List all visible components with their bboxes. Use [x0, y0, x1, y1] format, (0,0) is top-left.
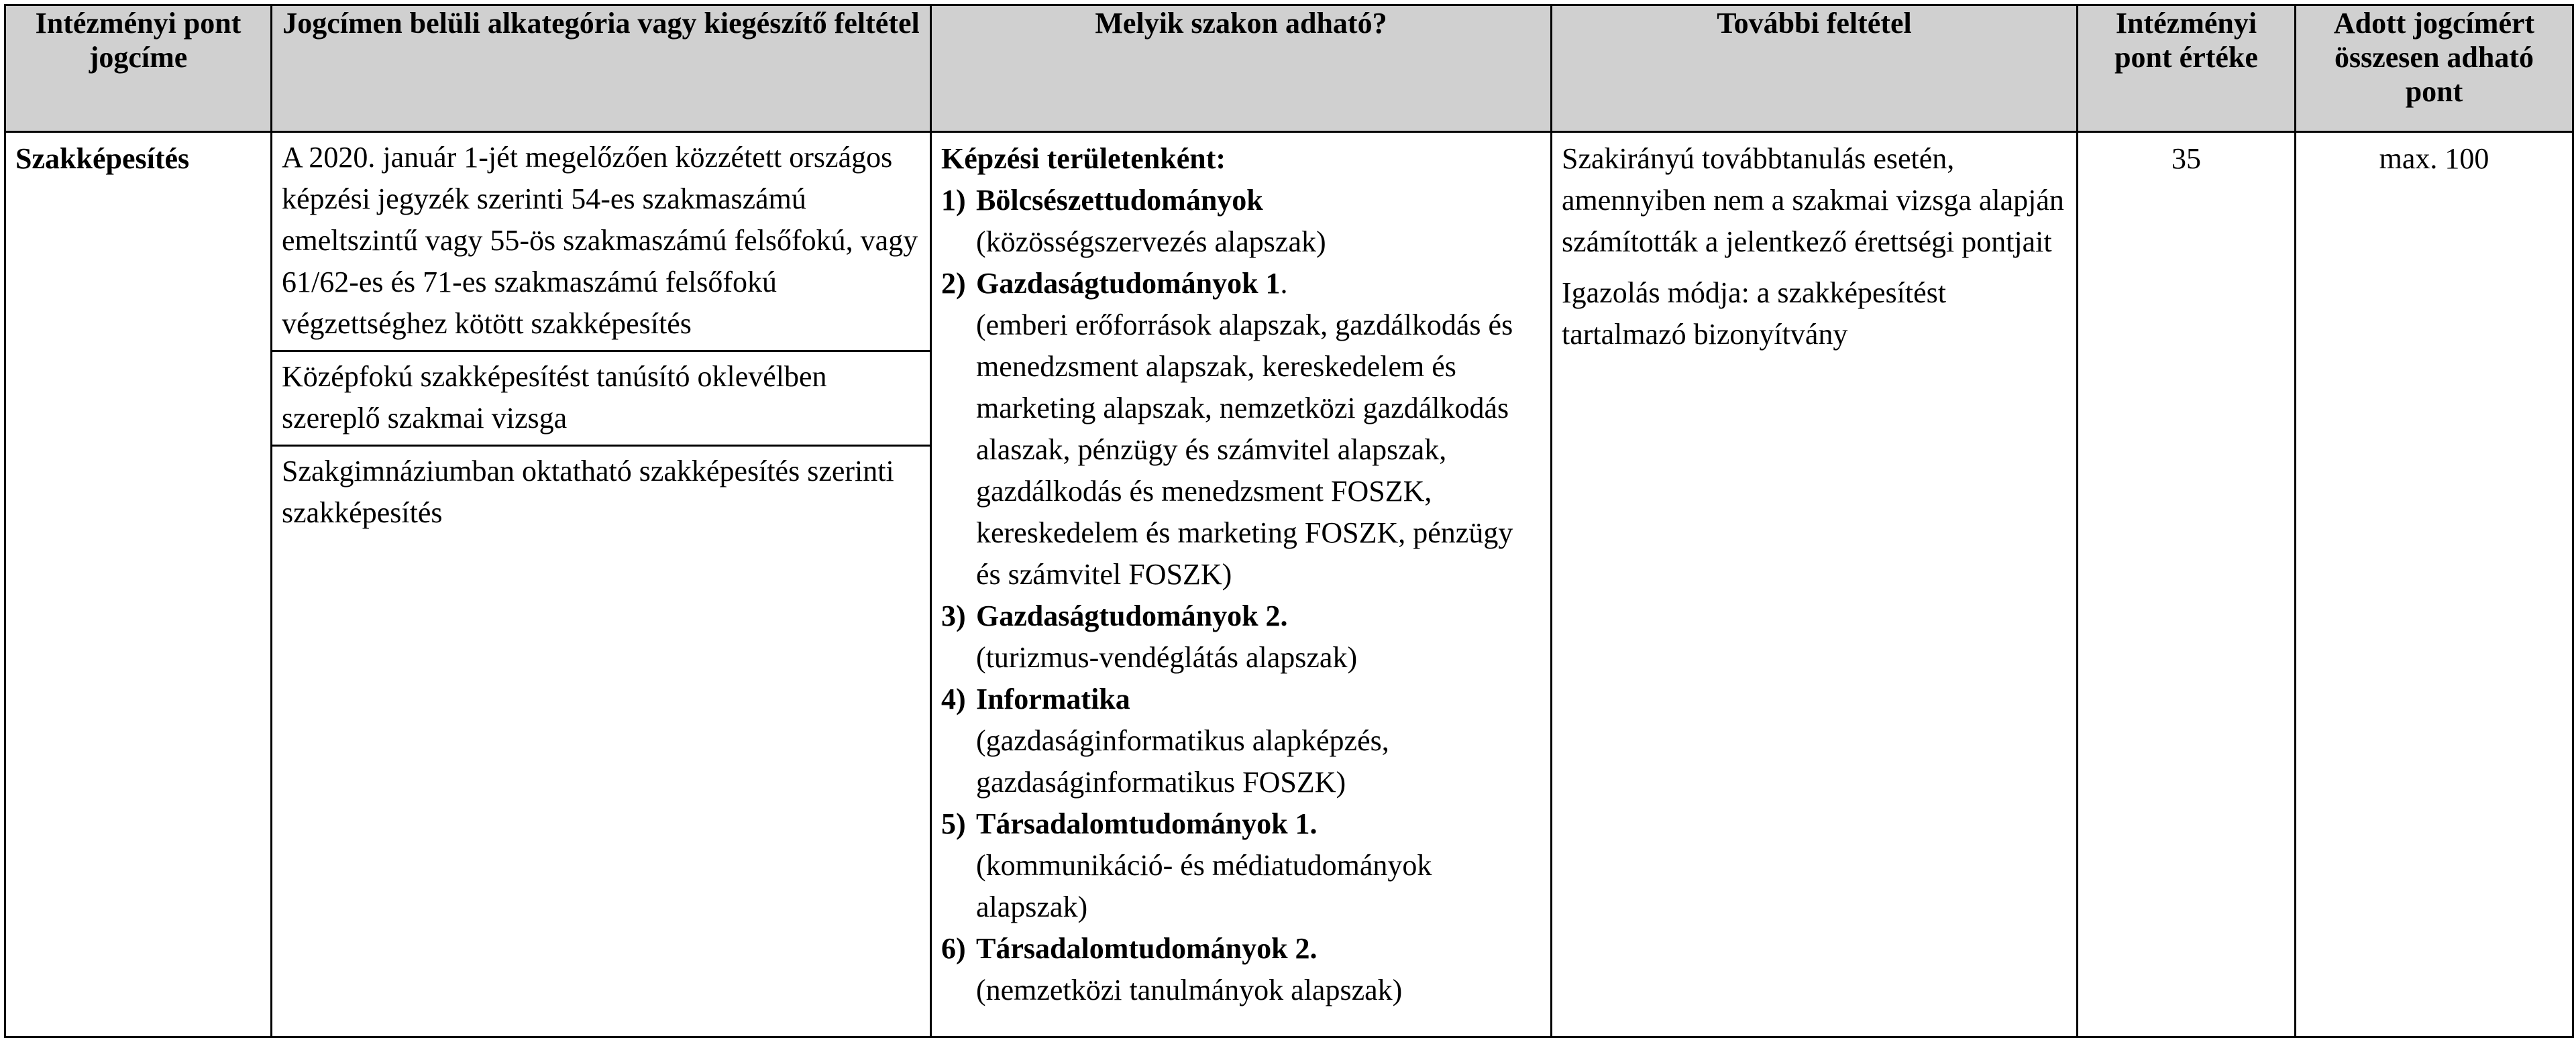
areas-heading: Képzési területenként:: [941, 142, 1226, 175]
point-value-cell: [2078, 132, 2296, 1037]
subcategory-item: Szakgimnáziumban oktatható szakképesítés szerinti szakképesítés: [282, 455, 894, 529]
max-points-cell: [2296, 132, 2573, 1037]
header-subcategory: Jogcímen belüli alkategória vagy kiegészítő feltétel: [272, 5, 931, 132]
subcategory-cell: [272, 132, 931, 1037]
further-condition-text: Szakirányú továbbtanulás esetén, amennyiben nem a szakmai vizsga alapján számították a jelentkező érettségi pontjait: [1562, 142, 2064, 258]
areas-list: [941, 180, 1541, 1011]
subcategory-item: Középfokú szakképesítést tanúsító oklevélben szereplő szakmai vizsga: [272, 352, 930, 447]
header-point-title: Intézményi pont jogcíme: [5, 5, 272, 132]
header-further-condition: További feltétel: [1552, 5, 2078, 132]
list-item: 5) Társadalomtudományok 1. (kommunikáció- és médiatudományok alapszak): [941, 807, 1432, 923]
header-which-major: Melyik szakon adható?: [931, 5, 1552, 132]
list-item: 4) Informatika (gazdaságinformatikus alapképzés, gazdaságinformatikus FOSZK): [941, 683, 1389, 799]
admission-points-table: [4, 4, 2574, 1038]
subcategory-item: A 2020. január 1-jét megelőzően közzétett országos képzési jegyzék szerinti 54-es szakmaszámú emeltszintű vagy 55-ös szakmaszámú felsőfokú, vagy 61/62-es és 71-es szakmaszámú felsőfokú végzettséghez kötött szakképesítés: [272, 133, 930, 352]
list-item: 2) Gazdaságtudományok 1. (emberi erőforrások alapszak, gazdálkodás és menedzsment alapszak, kereskedelem és marketing alapszak, nemzetközi gazdálkodás alaszak, pénzügy és számvitel alapszak, gazdálkodás és menedzsment FOSZK, kereskedelem és marketing FOSZK, pénzügy és számvitel FOSZK): [941, 267, 1513, 591]
table-header-row: [5, 5, 2573, 132]
point-title: Szakképesítés: [15, 142, 190, 175]
header-point-value: Intézményi pont értéke: [2078, 5, 2296, 132]
further-condition-cell: [1552, 132, 2078, 1037]
header-max-points: Adott jogcímért összesen adható pont: [2296, 5, 2573, 132]
list-item: 3) Gazdaságtudományok 2. (turizmus-vendéglátás alapszak): [941, 599, 1358, 674]
max-points: max. 100: [2379, 142, 2489, 175]
point-title-cell: [5, 132, 272, 1037]
point-value: 35: [2171, 142, 2201, 175]
majors-cell: [931, 132, 1552, 1037]
proof-text: Igazolás módja: a szakképesítést tartalmazó bizonyítvány: [1562, 276, 1947, 351]
list-item: 1) Bölcsészettudományok (közösségszervezés alapszak): [941, 184, 1326, 258]
table-row: [5, 132, 2573, 1037]
list-item: 6) Társadalomtudományok 2. (nemzetközi tanulmányok alapszak): [941, 932, 1403, 1006]
